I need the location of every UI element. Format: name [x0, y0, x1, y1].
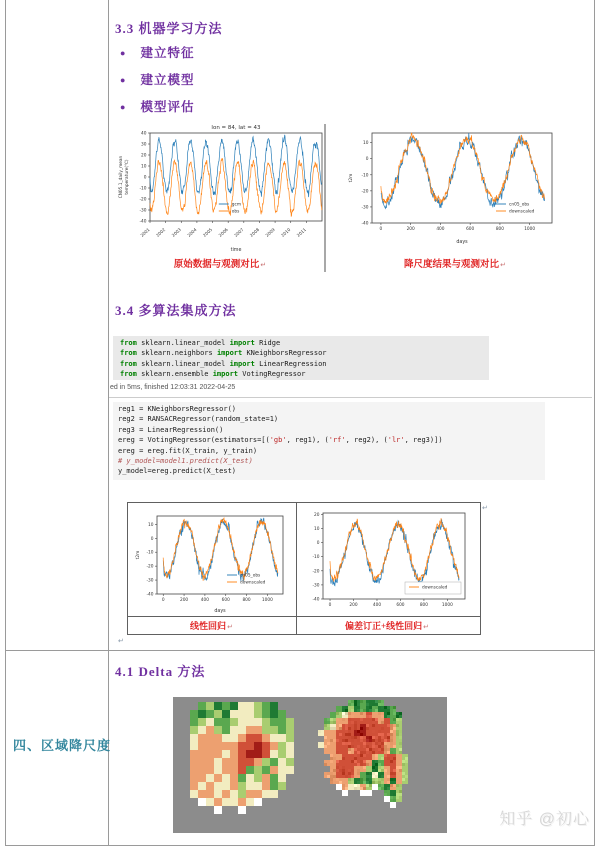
- svg-text:200: 200: [349, 603, 358, 608]
- svg-text:2011: 2011: [295, 227, 308, 238]
- svg-text:downscaled: downscaled: [422, 585, 448, 591]
- table-column-divider: [108, 0, 109, 845]
- svg-text:2003: 2003: [170, 227, 182, 238]
- bullet-label: 建立模型: [140, 73, 195, 87]
- caption-text: 降尺度结果与观测对比: [404, 260, 500, 270]
- cell-divider-line: [109, 397, 592, 398]
- svg-text:downscaled: downscaled: [240, 580, 266, 586]
- bullet-item-evaluation: [120, 97, 194, 115]
- svg-text:10: 10: [148, 522, 154, 528]
- svg-text:20: 20: [314, 512, 320, 518]
- svg-text:-20: -20: [146, 564, 154, 570]
- svg-text:10: 10: [363, 141, 369, 147]
- bullet-dot-icon: ●: [120, 75, 127, 85]
- table-left-border: [5, 0, 6, 845]
- paragraph-mark-icon: ↵: [500, 261, 506, 269]
- caption-original-vs-obs: [112, 256, 328, 270]
- bullet-dot-icon: ●: [120, 102, 127, 112]
- svg-text:30: 30: [141, 142, 147, 148]
- svg-text:200: 200: [179, 598, 189, 603]
- svg-text:10: 10: [314, 527, 320, 533]
- svg-text:-40: -40: [361, 221, 369, 227]
- bullet-item-model: [120, 70, 194, 88]
- svg-text:CN05.1_daily_mean: CN05.1_daily_mean: [119, 155, 124, 199]
- svg-text:-40: -40: [146, 592, 154, 598]
- svg-text:400: 400: [436, 227, 445, 232]
- table-right-border: [594, 0, 595, 845]
- svg-text:t2m: t2m: [136, 550, 141, 560]
- figure-divider: [324, 124, 326, 272]
- svg-text:600: 600: [466, 227, 475, 232]
- svg-text:cn05_obs: cn05_obs: [240, 573, 261, 579]
- svg-text:0: 0: [316, 541, 320, 547]
- svg-text:20: 20: [141, 153, 147, 159]
- svg-text:0: 0: [328, 603, 332, 608]
- svg-text:40: 40: [141, 131, 147, 137]
- svg-text:days: days: [456, 240, 468, 245]
- chart-gcm-vs-obs: [116, 121, 330, 253]
- svg-text:2007: 2007: [233, 227, 245, 238]
- table-bottom-border: [5, 845, 595, 846]
- svg-text:-30: -30: [312, 583, 320, 589]
- svg-text:2009: 2009: [264, 227, 276, 238]
- bullet-dot-icon: ●: [120, 48, 127, 58]
- paragraph-mark-icon: ↵: [423, 623, 429, 631]
- svg-text:0: 0: [143, 175, 147, 181]
- svg-text:0: 0: [365, 157, 369, 163]
- svg-text:t2m: t2m: [349, 173, 354, 183]
- paragraph-mark-icon: ↵: [260, 261, 267, 269]
- svg-text:200: 200: [406, 227, 415, 232]
- svg-text:2002: 2002: [155, 227, 167, 238]
- svg-text:400: 400: [372, 603, 382, 608]
- map-fine-resolution: [312, 700, 444, 808]
- svg-text:-40: -40: [312, 597, 320, 603]
- chart-downscaled-vs-obs: [346, 125, 562, 245]
- svg-text:2006: 2006: [217, 227, 229, 238]
- caption-linear-regression: [128, 619, 295, 632]
- svg-text:400: 400: [200, 598, 210, 603]
- caption-text: 偏差订正+线性回归: [344, 621, 423, 631]
- svg-text:1000: 1000: [261, 598, 273, 603]
- chart-bias-corrected-regression: [299, 505, 473, 615]
- caption-bias-linear-regression: [296, 619, 478, 632]
- figure-table-divider: [296, 503, 297, 634]
- map-coarse-resolution: [182, 702, 310, 814]
- svg-text:600: 600: [221, 598, 230, 603]
- svg-text:0: 0: [379, 227, 383, 232]
- svg-text:2010: 2010: [280, 227, 292, 238]
- svg-text:800: 800: [242, 598, 251, 603]
- svg-text:600: 600: [396, 603, 405, 608]
- svg-text:-10: -10: [139, 186, 147, 192]
- svg-text:800: 800: [495, 227, 505, 232]
- bullet-label: 模型评估: [140, 100, 195, 114]
- svg-text:0: 0: [150, 536, 154, 542]
- code-block-ensemble: reg1 = KNeighborsRegressor() reg2 = RANSACRegressor(random_state=1) reg3 = LinearRegression() ereg = VotingRegressor(estimators=[('gb', reg1), ('rf', reg2), ('lr', reg3)]) ereg = ereg.fit(X_train, y_train) # y_model=model1.predict(X_test) y_model=ereg.predict(X_test): [118, 405, 443, 476]
- svg-text:-10: -10: [361, 173, 369, 179]
- svg-text:2004: 2004: [186, 227, 198, 238]
- svg-text:1000: 1000: [524, 227, 536, 232]
- caption-downscaled-vs-obs: [342, 256, 568, 270]
- paragraph-mark-icon: ↵: [227, 623, 233, 631]
- svg-text:0: 0: [161, 598, 165, 603]
- svg-text:2001: 2001: [139, 227, 151, 238]
- svg-text:-20: -20: [312, 569, 320, 575]
- svg-text:10: 10: [141, 164, 147, 170]
- svg-text:800: 800: [419, 603, 429, 608]
- bullet-label: 建立特征: [140, 46, 195, 60]
- paragraph-mark-icon: ↵: [118, 638, 124, 645]
- svg-text:-10: -10: [312, 555, 320, 561]
- svg-text:2008: 2008: [248, 227, 261, 238]
- caption-text: 线性回归: [190, 621, 227, 631]
- paragraph-mark-icon: ↵: [482, 505, 488, 512]
- bullet-item-features: [120, 43, 194, 61]
- svg-text:time: time: [230, 248, 242, 253]
- svg-text:-20: -20: [139, 197, 147, 203]
- svg-text:-20: -20: [361, 189, 369, 195]
- section-heading-3-4: 3.4 多算法集成方法: [115, 303, 237, 318]
- svg-text:temperature(℃): temperature(℃): [125, 159, 130, 195]
- svg-text:2005: 2005: [201, 227, 214, 238]
- svg-text:downscaled: downscaled: [509, 209, 535, 215]
- svg-text:1000: 1000: [441, 603, 453, 608]
- chart-linear-regression: [133, 508, 289, 614]
- svg-text:days: days: [214, 609, 226, 614]
- code-block-imports: from sklearn.linear_model import Ridge from sklearn.neighbors import KNeighborsRegressor from sklearn.linear_model import LinearRegression from sklearn.ensemble import VotingRegressor: [120, 339, 327, 379]
- row-label-regional-downscaling: 四、区域降尺度: [13, 738, 112, 753]
- svg-text:obs: obs: [231, 209, 240, 215]
- execution-status: ed in 5ms, finished 12:03:31 2022-04-25: [110, 384, 236, 391]
- svg-text:cn05_obs: cn05_obs: [509, 202, 530, 208]
- watermark: 知乎 @初心: [499, 811, 590, 828]
- svg-text:gcm: gcm: [231, 202, 242, 208]
- svg-text:-30: -30: [361, 205, 369, 211]
- svg-text:-30: -30: [146, 578, 154, 584]
- svg-text:lon = 84, lat = 43: lon = 84, lat = 43: [211, 125, 261, 131]
- svg-text:-30: -30: [139, 208, 147, 214]
- section-heading-3-3: 3.3 机器学习方法: [115, 21, 223, 36]
- svg-text:-40: -40: [139, 219, 147, 225]
- delta-maps-panel: [173, 697, 447, 833]
- section-heading-4-1: 4.1 Delta 方法: [115, 664, 206, 679]
- table-row-divider: [5, 650, 595, 651]
- caption-text: 原始数据与观测对比: [173, 260, 260, 270]
- svg-text:-10: -10: [146, 550, 154, 556]
